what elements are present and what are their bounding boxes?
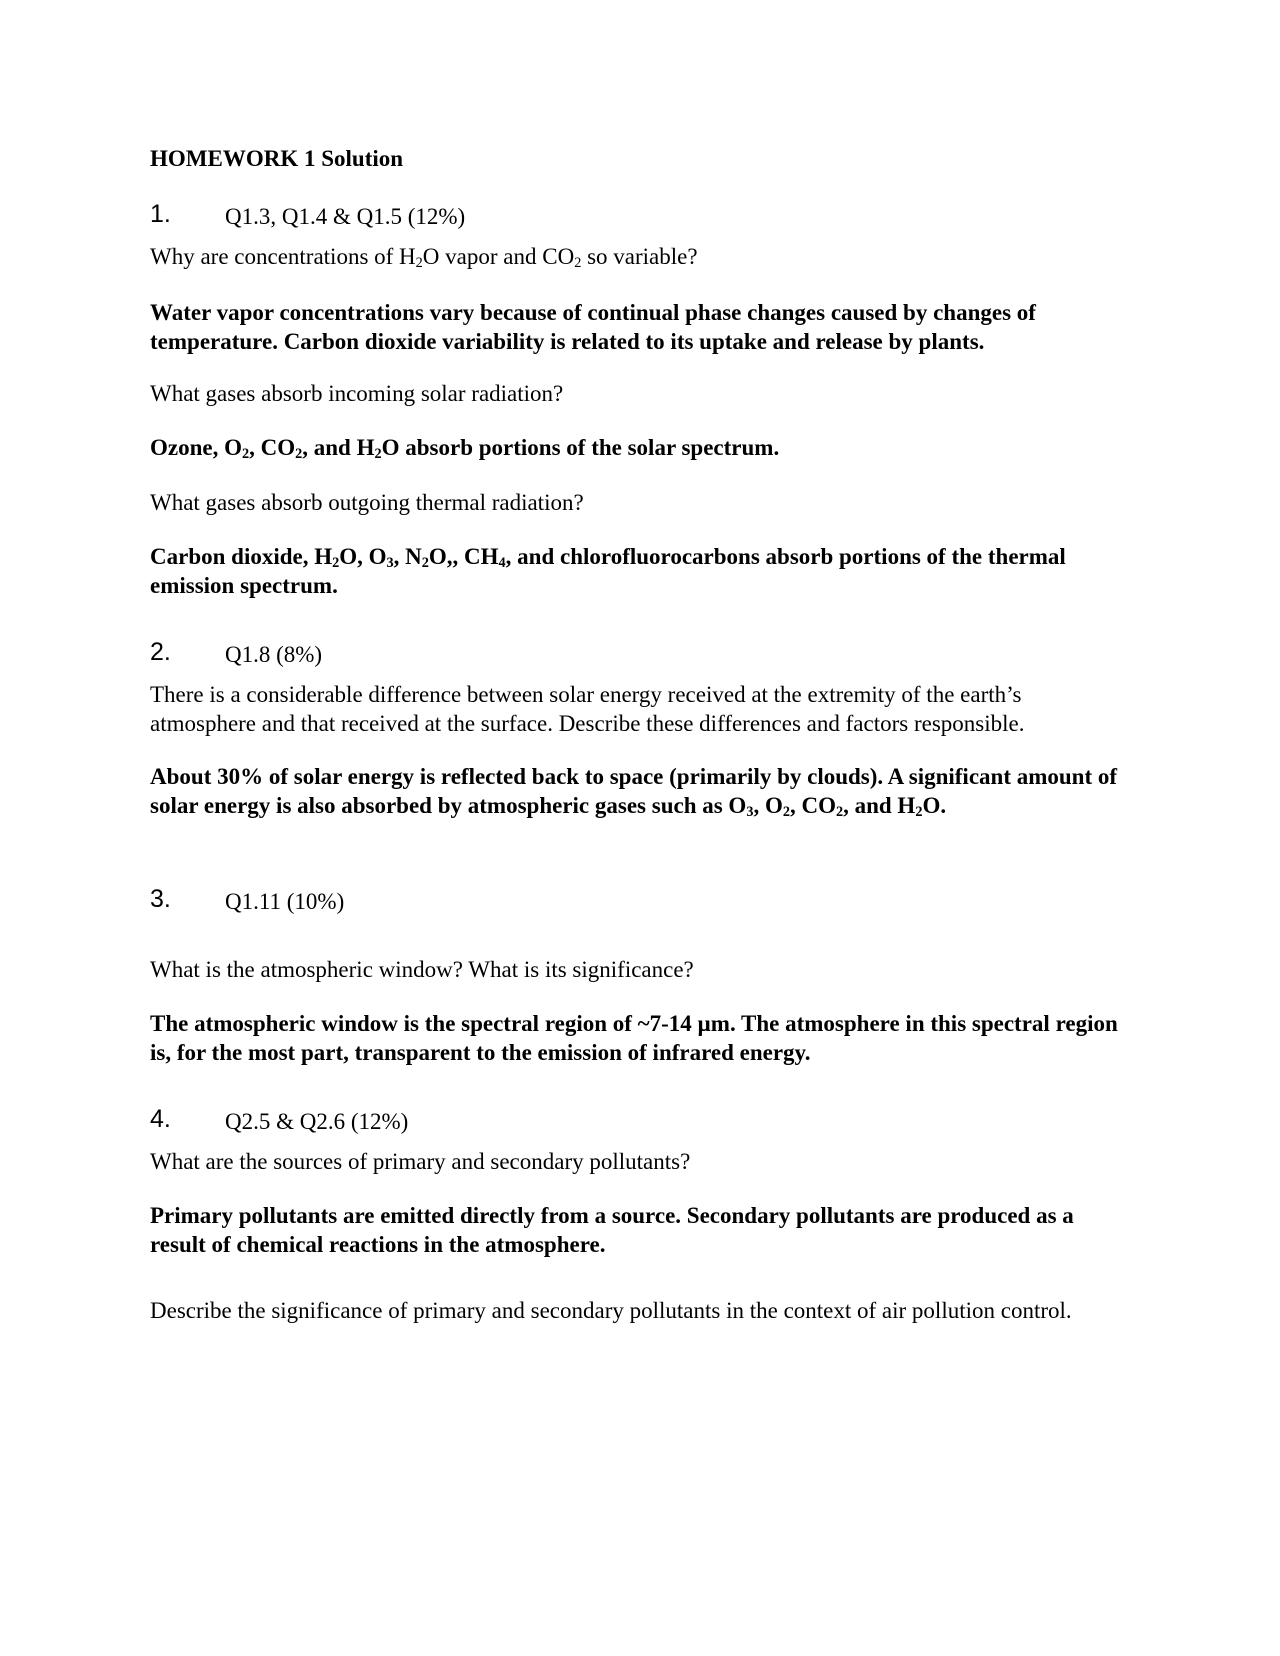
question-1-heading: Q1.3, Q1.4 & Q1.5 (12%)	[225, 204, 466, 229]
question-1-answer-2: Ozone, $O_2$, $CO_2$, and $H_2O$ absorb portions of the solar spectrum.	[150, 435, 780, 463]
question-4-heading: Q2.5 & Q2.6 (12%)	[225, 1109, 409, 1134]
question-2-prompt-1: There is a considerable difference between solar energy received at the extremity of the earth’s atmosphere and that received at the surface. Describe these differences and factors responsible.	[150, 682, 1025, 736]
question-3-prompt-1: What is the atmospheric window? What is its significance?	[150, 957, 694, 982]
question-1-answer-1: Water vapor concentrations vary because of continual phase changes caused by changes of temperature. Carbon dioxide variability is related to its uptake and release by plants.	[150, 300, 1036, 354]
question-2-number: 2.	[150, 638, 171, 666]
question-2-heading: Q1.8 (8%)	[225, 642, 323, 667]
question-2-answer-1: About 30% of solar energy is reflected back to space (primarily by clouds). A significant amount of solar energy is also absorbed by atmospheric gases such as $O_3$, $O_2$, $CO_2$, and $H_2O$.	[150, 764, 1118, 821]
question-4-number: 4.	[150, 1105, 171, 1133]
question-1-answer-3: Carbon dioxide, $H_2O$, $O_3$, $N_2O$,, $CH_4$, and chlorofluorocarbons absorb portions of the thermal emission spectrum.	[150, 544, 1066, 598]
question-1-prompt-2: What gases absorb incoming solar radiation?	[150, 381, 564, 406]
question-3-number: 3.	[150, 885, 171, 913]
question-3-answer-1: The atmospheric window is the spectral region of ~7-14 µm. The atmosphere in this spectral region is, for the most part, transparent to the emission of infrared energy.	[150, 1011, 1118, 1065]
question-1-number: 1.	[150, 200, 171, 228]
question-3-heading: Q1.11 (10%)	[225, 889, 345, 914]
question-4-prompt-1: What are the sources of primary and secondary pollutants?	[150, 1149, 691, 1174]
question-4-prompt-2: Describe the significance of primary and secondary pollutants in the context of air pollution control.	[150, 1298, 1072, 1323]
question-1-prompt-1: Why are concentrations of $H_2O$ vapor and $CO_2$ so variable?	[150, 244, 698, 272]
question-4-answer-1: Primary pollutants are emitted directly from a source. Secondary pollutants are produced as a result of chemical reactions in the atmosphere.	[150, 1203, 1074, 1257]
question-1-prompt-3: What gases absorb outgoing thermal radiation?	[150, 490, 584, 515]
page-title: HOMEWORK 1 Solution	[150, 146, 404, 171]
